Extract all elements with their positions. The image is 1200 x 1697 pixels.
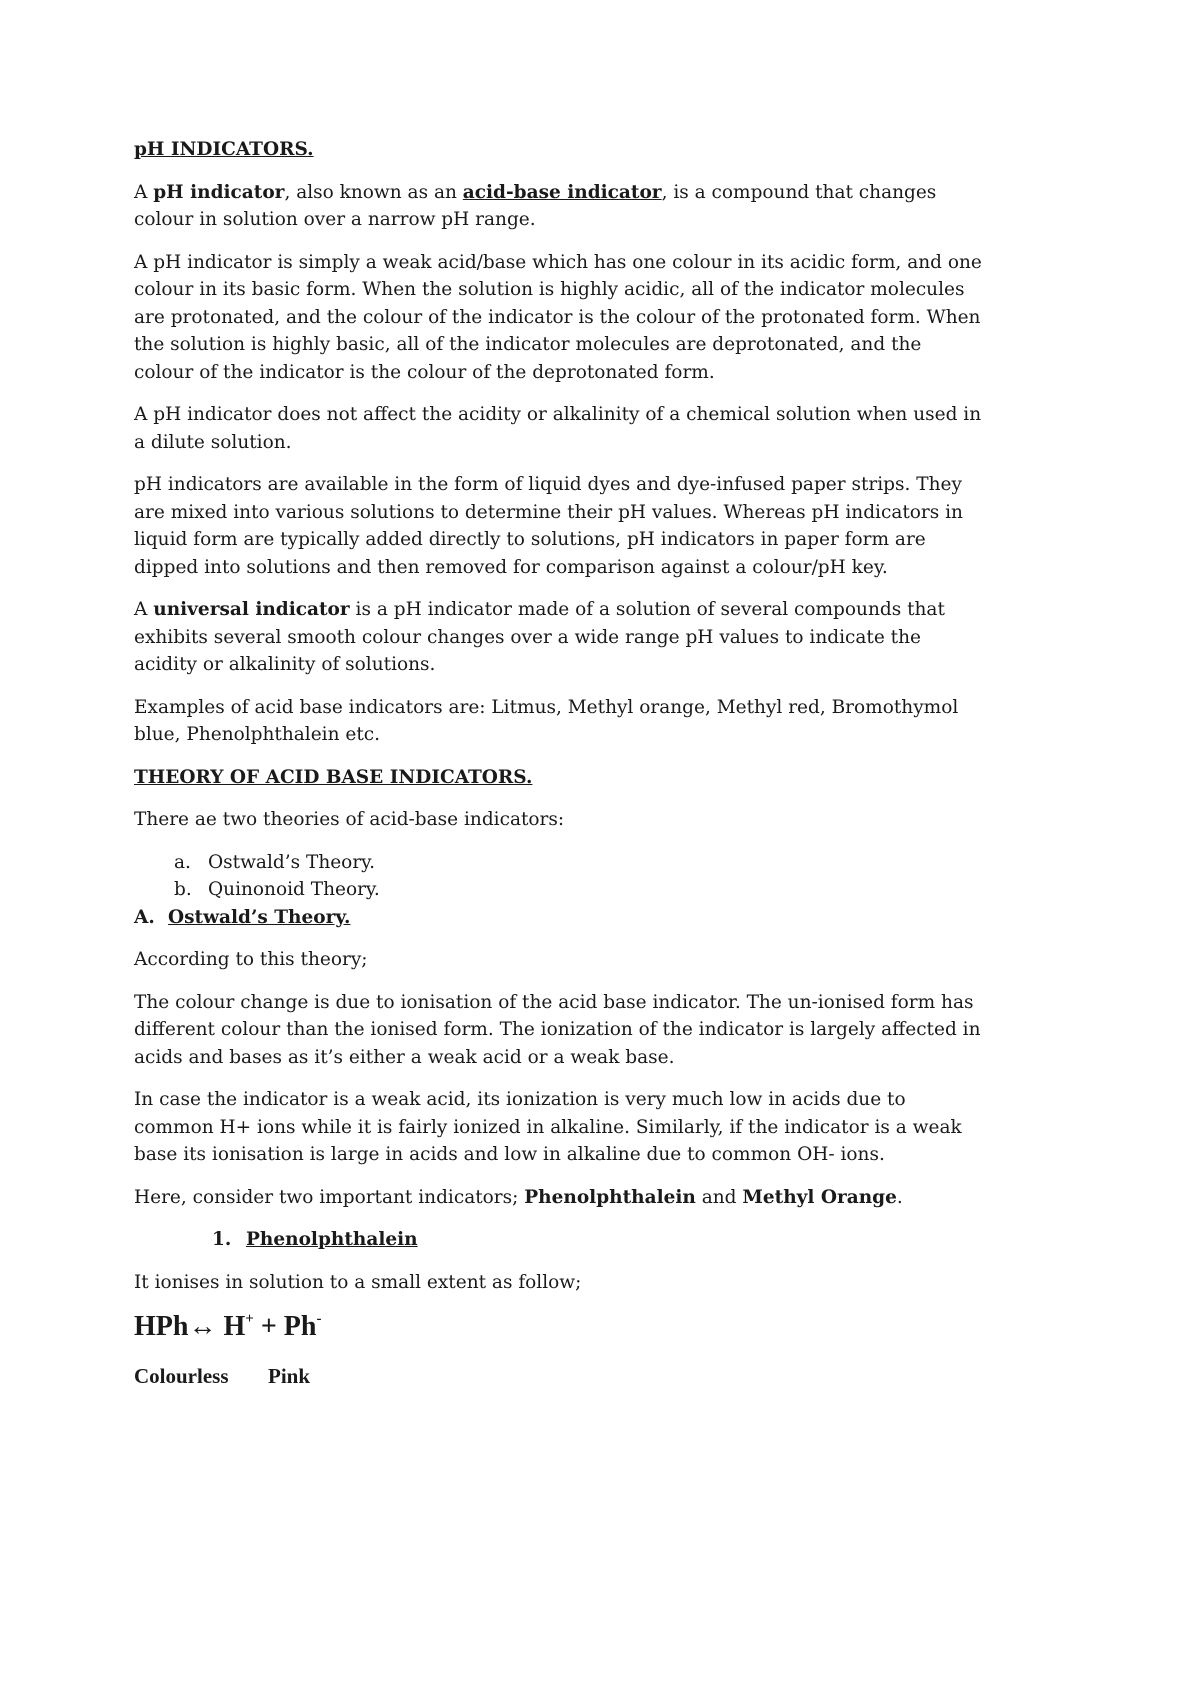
ionisation-equation: HPh↔ H+ + Ph-: [134, 1311, 322, 1342]
paragraph-colour-change: The colour change is due to ionisation of the acid base indicator. The un-ionised form has different colour than the ionised form. The ionization of the indicator is largely affected in acids and bases as it’s either a weak acid or a weak base.: [134, 991, 981, 1068]
paragraph-according: According to this theory;: [134, 949, 368, 970]
term-ph-indicator: pH indicator: [153, 181, 285, 203]
term-universal-indicator: universal indicator: [153, 599, 350, 620]
subsection-heading-phenolphthalein: 1. Phenolphthalein: [212, 1229, 418, 1250]
colour-labels: [134, 1362, 984, 1390]
paragraph-universal-indicator: A universal indicator is a pH indicator made of a solution of several compounds that exhibits several smooth colour changes over a wide range pH values to indicate the acidity or alkalinity of solutions.: [134, 599, 945, 675]
paragraph-dilute-solution: A pH indicator does not affect the acidity or alkalinity of a chemical solution when used in a dilute solution.: [134, 404, 982, 453]
paragraph-two-indicators: Here, consider two important indicators; Phenolphthalein and Methyl Orange.: [134, 1186, 903, 1208]
colour-label-colourless: Colourless: [134, 1364, 229, 1388]
term-acid-base-indicator: acid-base indicator: [462, 181, 662, 203]
paragraph-weak-acid-case: In case the indicator is a weak acid, its ionization is very much low in acids due to common H+ ions while it is fairly ionized in alkaline. Similarly, if the indicator is a weak base its ionisation is large in acids and low in alkaline due to common OH- ions.: [134, 1089, 962, 1165]
paragraph-weak-acid-base: A pH indicator is simply a weak acid/base which has one colour in its acidic form, and one colour in its basic form. When the solution is highly acidic, all of the indicator molecules are protonated, and the colour of the indicator is the colour of the protonated form. When the solution is highly basic, all of the indicator molecules are deprotonated, and the colour of the indicator is the colour of the deprotonated form.: [134, 251, 982, 383]
list-item: b. Quinonoid Theory.: [174, 879, 380, 900]
paragraph-two-theories: There ae two theories of acid-base indicators:: [134, 809, 565, 830]
double-arrow-icon: ↔: [188, 1311, 217, 1342]
page-title: pH INDICATORS.: [134, 139, 314, 160]
list-item: a. Ostwald’s Theory.: [174, 851, 376, 873]
paragraph-forms: pH indicators are available in the form of liquid dyes and dye-infused paper strips. They are mixed into various solutions to determine their pH values. Whereas pH indicators in liquid form are typically added directly to solutions, pH indicators in paper form are dipped into solutions and then removed for comparison against a colour/pH key.: [134, 474, 963, 578]
section-heading-theory: THEORY OF ACID BASE INDICATORS.: [134, 766, 533, 788]
paragraph-ph-indicator-definition: A pH indicator, also known as an acid-base indicator, is a compound that changes colour in solution over a narrow pH range.: [134, 181, 937, 230]
colour-label-pink: Pink: [268, 1364, 311, 1388]
section-heading-ostwald: A. Ostwald’s Theory.: [134, 906, 351, 928]
theories-list: [134, 849, 984, 904]
document-body: [134, 136, 984, 1390]
paragraph-ionises: It ionises in solution to a small extent as follow;: [134, 1271, 582, 1293]
paragraph-examples: Examples of acid base indicators are: Litmus, Methyl orange, Methyl red, Bromothymol blue, Phenolphthalein etc.: [134, 696, 959, 745]
